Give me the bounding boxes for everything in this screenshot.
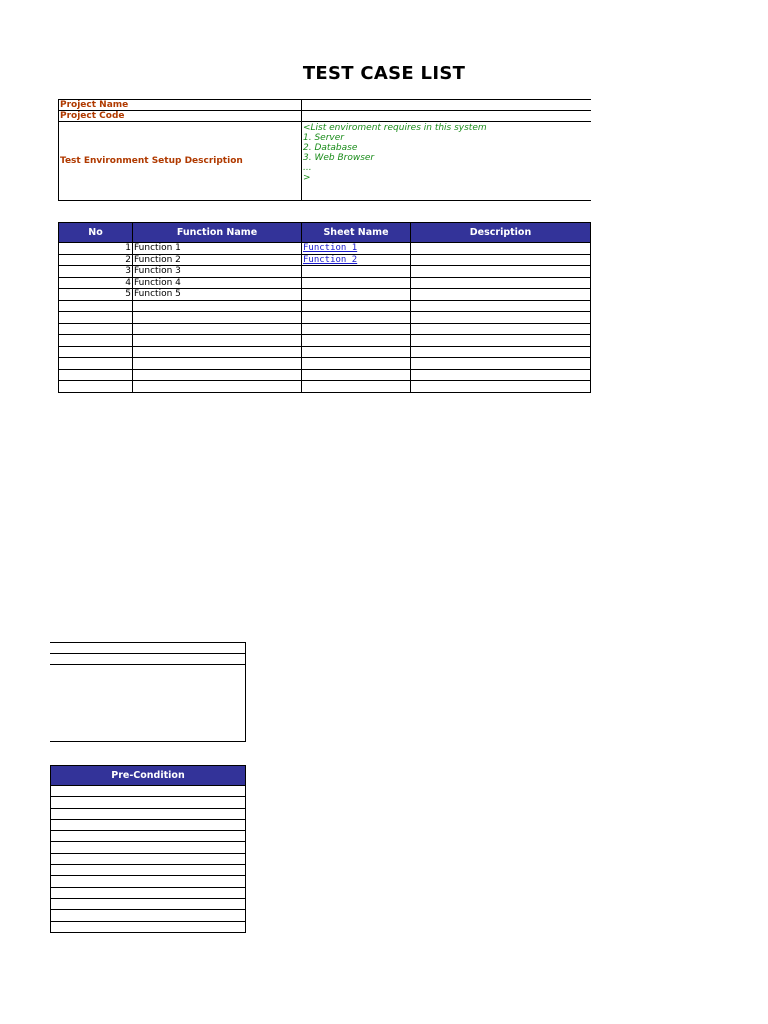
description-cell[interactable] [411,323,591,335]
sheet-name-cell[interactable] [302,381,411,393]
sheet-link[interactable]: Function 1 [303,243,358,253]
table-row [59,243,591,255]
description-cell[interactable] [411,346,591,358]
project-name-cell[interactable] [302,100,592,111]
sheet-link[interactable]: Function 2 [303,254,358,265]
page-title: TEST CASE LIST [302,63,466,84]
function-name-cell[interactable]: Function 1 [133,243,302,255]
row-no-cell[interactable]: 5 [59,289,133,301]
description-cell[interactable] [411,277,591,289]
precondition-row [51,853,246,864]
function-name-cell[interactable] [133,335,302,347]
description-cell[interactable] [411,381,591,393]
row-no-cell[interactable] [59,381,133,393]
function-list-header-row [59,223,591,243]
precondition-row [51,887,246,898]
sheet-name-cell[interactable] [302,300,411,312]
precondition-cell[interactable] [51,819,246,830]
description-cell[interactable] [411,300,591,312]
precondition-cell[interactable] [51,887,246,898]
precondition-row [51,898,246,909]
function-name-cell[interactable] [133,323,302,335]
blank-cell[interactable] [50,643,246,654]
precondition-row [51,865,246,876]
sheet-name-cell[interactable] [302,266,411,278]
row-no-cell[interactable] [59,323,133,335]
row-no-cell[interactable] [59,358,133,370]
env-setup-cell[interactable]: <List enviroment requires in this system 1. Server 2. Database 3. Web Browser ... > [302,122,592,201]
precondition-row [51,808,246,819]
precondition-cell[interactable] [51,898,246,909]
description-cell[interactable] [411,243,591,255]
sheet-name-cell[interactable] [302,289,411,301]
row-no-cell[interactable] [59,369,133,381]
description-cell[interactable] [411,266,591,278]
project-info-table [58,99,591,201]
sheet-name-cell[interactable] [302,254,411,266]
table-row [59,346,591,358]
function-name-cell[interactable] [133,312,302,324]
row-no-cell[interactable]: 1 [59,243,133,255]
precondition-cell[interactable] [51,921,246,932]
precondition-row [51,797,246,808]
precondition-table [50,765,246,933]
precondition-cell[interactable] [51,786,246,797]
project-name-label: Project Name [59,100,302,111]
precondition-cell[interactable] [51,831,246,842]
table-row [59,266,591,278]
function-name-cell[interactable]: Function 4 [133,277,302,289]
row-no-cell[interactable]: 4 [59,277,133,289]
header-function-name: Function Name [133,223,302,243]
precondition-row [51,910,246,921]
precondition-row [51,819,246,830]
precondition-header: Pre-Condition [51,766,246,786]
function-name-cell[interactable] [133,381,302,393]
function-name-cell[interactable] [133,369,302,381]
table-row [59,300,591,312]
function-name-cell[interactable] [133,300,302,312]
description-cell[interactable] [411,312,591,324]
precondition-cell[interactable] [51,842,246,853]
table-row [59,381,591,393]
precondition-cell[interactable] [51,876,246,887]
sheet-name-cell[interactable] [302,369,411,381]
precondition-row [51,831,246,842]
precondition-cell[interactable] [51,910,246,921]
row-no-cell[interactable] [59,335,133,347]
precondition-row [51,921,246,932]
function-name-cell[interactable] [133,346,302,358]
project-code-label: Project Code [59,111,302,122]
blank-cell[interactable] [50,665,246,742]
header-description: Description [411,223,591,243]
sheet-name-cell[interactable] [302,312,411,324]
table-row [59,289,591,301]
function-name-cell[interactable] [133,358,302,370]
row-no-cell[interactable] [59,346,133,358]
row-no-cell[interactable]: 3 [59,266,133,278]
precondition-row [51,842,246,853]
table-row [59,312,591,324]
table-row [59,358,591,370]
project-code-cell[interactable] [302,111,592,122]
function-name-cell[interactable]: Function 2 [133,254,302,266]
description-cell[interactable] [411,254,591,266]
description-cell[interactable] [411,335,591,347]
sheet-name-cell[interactable] [302,323,411,335]
precondition-cell[interactable] [51,853,246,864]
description-cell[interactable] [411,369,591,381]
precondition-row [51,876,246,887]
header-sheet-name: Sheet Name [302,223,411,243]
sheet-name-cell[interactable] [302,335,411,347]
blank-info-table [50,642,246,742]
sheet-name-cell[interactable] [302,346,411,358]
table-row [59,369,591,381]
row-no-cell[interactable]: 2 [59,254,133,266]
row-no-cell[interactable] [59,312,133,324]
sheet-name-cell[interactable] [302,358,411,370]
table-row [59,277,591,289]
precondition-row [51,786,246,797]
row-no-cell[interactable] [59,300,133,312]
precondition-cell[interactable] [51,808,246,819]
function-name-cell[interactable]: Function 3 [133,266,302,278]
blank-cell[interactable] [50,654,246,665]
env-setup-label: Test Environment Setup Description [59,122,302,201]
description-cell[interactable] [411,358,591,370]
table-row [59,254,591,266]
sheet-name-cell[interactable] [302,243,411,255]
table-row [59,323,591,335]
function-name-cell[interactable]: Function 5 [133,289,302,301]
table-row [59,335,591,347]
precondition-cell[interactable] [51,865,246,876]
header-no: No [59,223,133,243]
sheet-name-cell[interactable] [302,277,411,289]
precondition-cell[interactable] [51,797,246,808]
description-cell[interactable] [411,289,591,301]
function-list-table [58,222,591,393]
